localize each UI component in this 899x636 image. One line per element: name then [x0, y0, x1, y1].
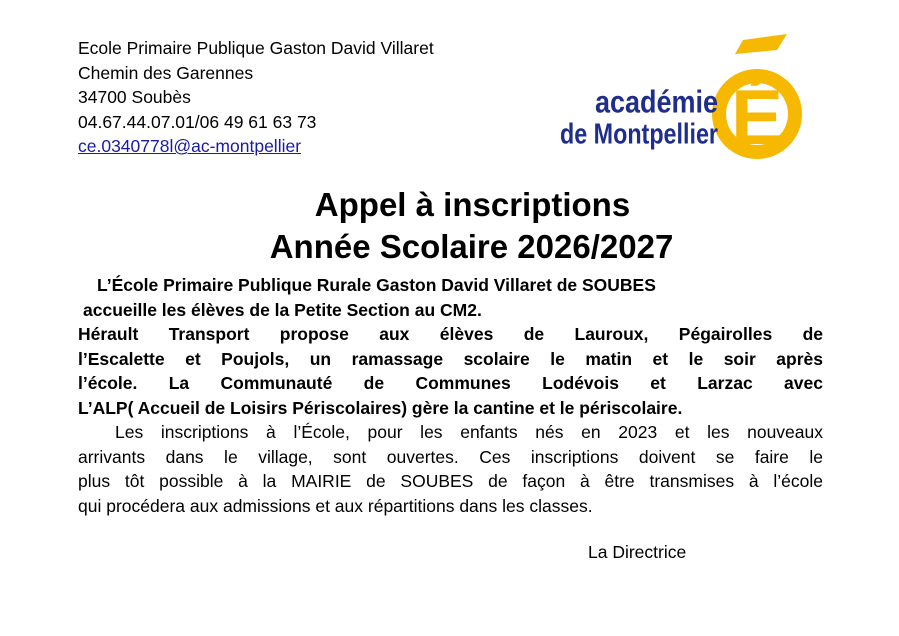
school-phone: 04.67.44.07.01/06 49 61 63 73: [78, 111, 317, 132]
enrollment-paragraph: [78, 420, 823, 518]
academie-montpellier-logo: [555, 32, 805, 172]
school-city: 34700 Soubès: [78, 87, 191, 107]
transport-line-3: l’école. La Communauté de Communes Lodévois et Larzac avec: [78, 373, 823, 393]
transport-line-1: Hérault Transport propose aux élèves de Lauroux, Pégairolles de: [78, 324, 823, 344]
school-street: Chemin des Garennes: [78, 62, 254, 83]
transport-line-2: l’Escalette et Poujols, un ramassage scolaire le matin et le soir après: [78, 348, 823, 369]
logo-text-line1: académie: [594, 85, 718, 120]
logo-emblem-accent: [735, 34, 787, 54]
intro-paragraph: [78, 273, 823, 322]
school-email-link[interactable]: ce.0340778l@ac-montpellier: [78, 136, 302, 156]
signature: La Directrice: [588, 542, 687, 562]
enroll-line-2: arrivants dans le village, sont ouvertes. Ces inscriptions doivent se faire le: [78, 446, 823, 467]
page-title: Appel à inscriptions: [314, 186, 631, 223]
intro-line-1: L’École Primaire Publique Rurale Gaston David Villaret de SOUBES: [97, 275, 656, 295]
enroll-line-4: qui procédera aux admissions et aux répartitions dans les classes.: [78, 495, 593, 516]
enroll-line-1: Les inscriptions à l’École, pour les enfants nés en 2023 et les nouveaux: [115, 422, 823, 442]
school-name: Ecole Primaire Publique Gaston David Villaret: [78, 38, 434, 58]
transport-line-4: L’ALP( Accueil de Loisirs Périscolaires) gère la cantine et le périscolaire.: [78, 397, 683, 418]
transport-paragraph: [78, 322, 823, 420]
intro-line-2: accueille les élèves de la Petite Section au CM2.: [83, 299, 482, 320]
enroll-line-3: plus tôt possible à la MAIRIE de SOUBES de façon à être transmises à l’école: [78, 471, 823, 491]
school-address-block: [78, 36, 434, 159]
logo-text-line2: de Montpellier: [560, 117, 719, 150]
logo-emblem-letter: É: [730, 73, 784, 161]
page-subtitle: Année Scolaire 2026/2027: [269, 228, 674, 265]
